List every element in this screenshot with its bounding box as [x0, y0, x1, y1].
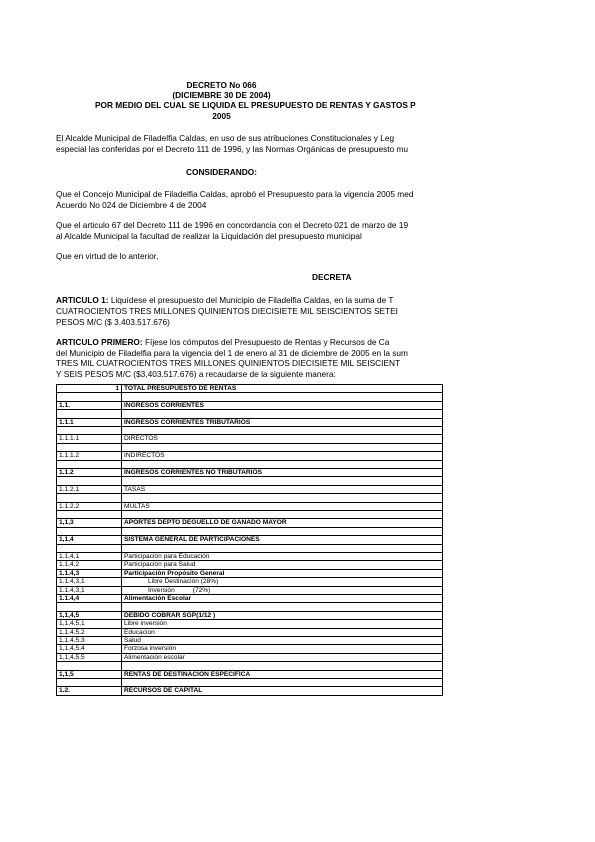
row-description-text: APORTES DEPTO DEGUELLO DE GANADO MAYOR — [124, 519, 287, 527]
row-description-text: INDIRECTOS — [124, 452, 165, 460]
row-code: 1.1.1.1 — [57, 435, 122, 443]
table-cell-empty — [122, 443, 443, 451]
row-description-text: Salud — [124, 637, 141, 645]
table-cell-empty — [57, 494, 122, 502]
table-row — [57, 653, 443, 661]
row-description-text: TASAS — [124, 485, 146, 493]
table-row — [57, 578, 443, 586]
table-spacer-row — [57, 662, 443, 670]
table-cell-empty — [122, 410, 443, 418]
para1-line-2: Acuerdo No 024 de Diciembre 4 de 2004 — [56, 200, 207, 210]
table-spacer-row — [57, 603, 443, 611]
row-code: 1.1.4.5.3 — [57, 637, 122, 645]
row-code: 1,1,4,5,4 — [57, 645, 122, 653]
row-code: 1,1,4,5 — [57, 611, 122, 619]
table-row — [57, 670, 443, 678]
table-row — [57, 552, 443, 560]
table-cell-empty — [122, 393, 443, 401]
table-spacer-row — [57, 477, 443, 485]
row-code: 1,1,5 — [57, 670, 122, 678]
row-description — [122, 687, 443, 695]
table-row — [57, 519, 443, 527]
row-code: 1.1.4.5.2 — [57, 628, 122, 636]
row-description-text: Libre inversión — [124, 620, 167, 628]
decree-date: (DICIEMBRE 30 DE 2004) — [172, 90, 271, 100]
row-description-text: MULTAS — [124, 502, 150, 510]
row-description — [122, 628, 443, 636]
article-1-line-3: PESOS M/C ($ 3.403.517.676) — [56, 317, 170, 327]
table-cell-empty — [122, 679, 443, 687]
article-primero-line-4: Y SEIS PESOS M/C ($3,403.517.676) a recaudarse de la siguiente manera: — [56, 369, 336, 379]
para2-line-1: Que el articulo 67 del Decreto 111 de 1996 en concordancia con el Decreto 021 de marzo de 19 — [56, 220, 409, 230]
row-code: 1.1.1.2 — [57, 452, 122, 460]
table-cell-empty — [57, 603, 122, 611]
row-description-text: DIRECTOS — [124, 435, 158, 443]
row-description — [122, 385, 443, 393]
row-code: 1.1.4,3,1 — [57, 578, 122, 586]
table-spacer-row — [57, 527, 443, 535]
table-row — [57, 401, 443, 409]
row-description — [122, 637, 443, 645]
table-row — [57, 611, 443, 619]
row-description-text: INGRESOS CORRIENTES — [124, 401, 204, 409]
row-description-text: INGRESOS CORRIENTES TRIBUTARIOS — [124, 418, 251, 426]
table-spacer-row — [57, 443, 443, 451]
row-description-text: Alimentación Escolar — [124, 595, 192, 602]
table-spacer-row — [57, 510, 443, 518]
table-cell-empty — [122, 427, 443, 435]
table-row — [57, 561, 443, 569]
row-description — [122, 418, 443, 426]
table-spacer-row — [57, 679, 443, 687]
article-primero-line-1 — [56, 337, 389, 347]
table-spacer-row — [57, 494, 443, 502]
table-row — [57, 645, 443, 653]
decree-title: POR MEDIO DEL CUAL SE LIQUIDA EL PRESUPUESTO DE RENTAS Y GASTOS P — [95, 100, 416, 110]
table-row — [57, 569, 443, 577]
table-cell-empty — [57, 427, 122, 435]
row-code: 1,1,4,5,1 — [57, 620, 122, 628]
row-code: 1.1.1 — [57, 418, 122, 426]
table-row — [57, 452, 443, 460]
table-spacer-row — [57, 410, 443, 418]
table-row — [57, 586, 443, 594]
table-row — [57, 418, 443, 426]
intro-line-1: El Alcalde Municipal de Filadelfia Caldas, en uso de sus atribuciones Constitucionales y Leg — [56, 133, 395, 143]
table-row — [57, 620, 443, 628]
article-1-line-1 — [56, 295, 393, 305]
table-spacer-row — [57, 393, 443, 401]
table-row — [57, 385, 443, 393]
row-code: 1.1.2.1 — [57, 485, 122, 493]
row-description-text: RECURSOS DE CAPITAL — [124, 687, 203, 695]
row-description-text: Alimentación escolar — [124, 653, 185, 661]
row-description — [122, 569, 443, 577]
table-cell-empty — [57, 510, 122, 518]
table-cell-empty — [122, 494, 443, 502]
row-description-text: Libre Destinación (28%) — [148, 578, 219, 586]
row-description — [122, 561, 443, 569]
table-cell-empty — [122, 662, 443, 670]
row-description-text: TOTAL PRESUPUESTO DE RENTAS — [124, 385, 237, 392]
decree-year: 2005 — [212, 111, 231, 121]
table-cell-empty — [122, 603, 443, 611]
row-description — [122, 519, 443, 527]
row-code: 1.1,4,2 — [57, 561, 122, 569]
row-description — [122, 485, 443, 493]
row-description — [122, 401, 443, 409]
row-description — [122, 620, 443, 628]
row-code: 1.1.4,3,1 — [57, 586, 122, 594]
table-cell-empty — [57, 460, 122, 468]
row-description-text: RENTAS DE DESTINACIÓN ESPECIFICA — [124, 670, 251, 678]
row-description-text: Participación para Salud — [124, 561, 196, 569]
article-1-line-2: CUATROCIENTOS TRES MILLONES QUINIENTOS DIECISIETE MIL SEISCIENTOS SETEI — [56, 306, 398, 316]
article-primero-label: ARTICULO PRIMERO: — [56, 337, 143, 347]
table-row — [57, 595, 443, 603]
row-percentage: (72%) — [192, 586, 211, 594]
article-primero-text: Fíjese los cómputos del Presupuesto de Rentas y Recursos de Ca — [142, 337, 390, 347]
row-description — [122, 552, 443, 560]
budget-table — [56, 384, 443, 696]
row-description-text: Forzosa inversión — [124, 645, 177, 653]
article-primero-line-2: del Municipio de Filadelfia para la vigencia del 1 de enero al 31 de diciembre de 2005 en la sum — [56, 348, 408, 358]
row-code: 1 — [57, 385, 122, 393]
row-code: 1.1.4,3 — [57, 569, 122, 577]
row-description-text: Inversión — [148, 586, 175, 594]
row-description — [122, 670, 443, 678]
table-row — [57, 468, 443, 476]
row-description — [122, 586, 443, 594]
row-description — [122, 595, 443, 603]
row-code: 1.1.2.2 — [57, 502, 122, 510]
para3: Que en virtud de lo anterior, — [56, 251, 159, 261]
row-code: 1.1.2 — [57, 468, 122, 476]
row-description-text: SISTEMA GENERAL DE PARTICIPACIONES — [124, 536, 260, 544]
row-code: 1,1,3 — [57, 519, 122, 527]
para2-line-2: al Alcalde Municipal la facultad de realizar la Liquidación del presupuesto municipal — [56, 231, 362, 241]
table-row — [57, 687, 443, 695]
table-row — [57, 485, 443, 493]
table-cell-empty — [122, 460, 443, 468]
decree-number: DECRETO No 066 — [186, 80, 257, 90]
table-row — [57, 628, 443, 636]
row-code: 1.1,4,1 — [57, 552, 122, 560]
row-code: 1.2. — [57, 687, 122, 695]
table-cell-empty — [122, 544, 443, 552]
table-cell-empty — [122, 477, 443, 485]
row-code: 1.1. — [57, 401, 122, 409]
row-code: 1.1.4,4 — [57, 595, 122, 603]
row-description — [122, 645, 443, 653]
row-description — [122, 653, 443, 661]
row-description — [122, 611, 443, 619]
row-description — [122, 435, 443, 443]
row-description — [122, 536, 443, 544]
table-spacer-row — [57, 427, 443, 435]
article-primero-line-3: TRES MIL CUATROCIENTOS TRES MILLONES QUINIENTOS DIECISIETE MIL SEISCIENT — [56, 358, 401, 368]
row-description — [122, 468, 443, 476]
table-cell-empty — [57, 662, 122, 670]
table-row — [57, 502, 443, 510]
row-description — [122, 452, 443, 460]
row-description-text: Participación para Educación — [124, 552, 210, 560]
table-cell-empty — [57, 410, 122, 418]
article-1-text: Liquídese el presupuesto del Municipio de Filadelfia Caldas, en la suma de T — [108, 295, 394, 305]
table-cell-empty — [57, 443, 122, 451]
decreta-heading: DECRETA — [312, 272, 352, 282]
table-row — [57, 637, 443, 645]
row-description-text: Participación Propósito General — [124, 569, 225, 577]
para1-line-1: Que el Concejo Municipal de Filadelfia Caldas, aprobó el Presupuesto para la vigencia 2005 med — [56, 189, 414, 199]
table-cell-empty — [57, 527, 122, 535]
row-description-text: Educacion — [124, 628, 155, 636]
row-description — [122, 502, 443, 510]
intro-line-2: especial las conferidas por el Decreto 111 de 1996, y las Normas Orgánicas de presupuesto mu — [56, 144, 409, 154]
considerando-heading: CONSIDERANDO: — [186, 167, 257, 177]
table-row — [57, 435, 443, 443]
table-cell-empty — [57, 393, 122, 401]
table-cell-empty — [122, 527, 443, 535]
row-code: 1,1,4 — [57, 536, 122, 544]
row-description-text: DEBIDO COBRAR SGP(1/12 ) — [124, 611, 216, 619]
table-row — [57, 536, 443, 544]
row-description-text: INGRESOS CORRIENTES NO TRIBUTARIOS — [124, 468, 262, 476]
table-cell-empty — [57, 679, 122, 687]
table-spacer-row — [57, 544, 443, 552]
table-cell-empty — [57, 544, 122, 552]
row-code: 1,1,4,5,5 — [57, 653, 122, 661]
article-1-label: ARTICULO 1: — [56, 295, 109, 305]
row-description — [122, 578, 443, 586]
table-spacer-row — [57, 460, 443, 468]
table-cell-empty — [122, 510, 443, 518]
table-cell-empty — [57, 477, 122, 485]
